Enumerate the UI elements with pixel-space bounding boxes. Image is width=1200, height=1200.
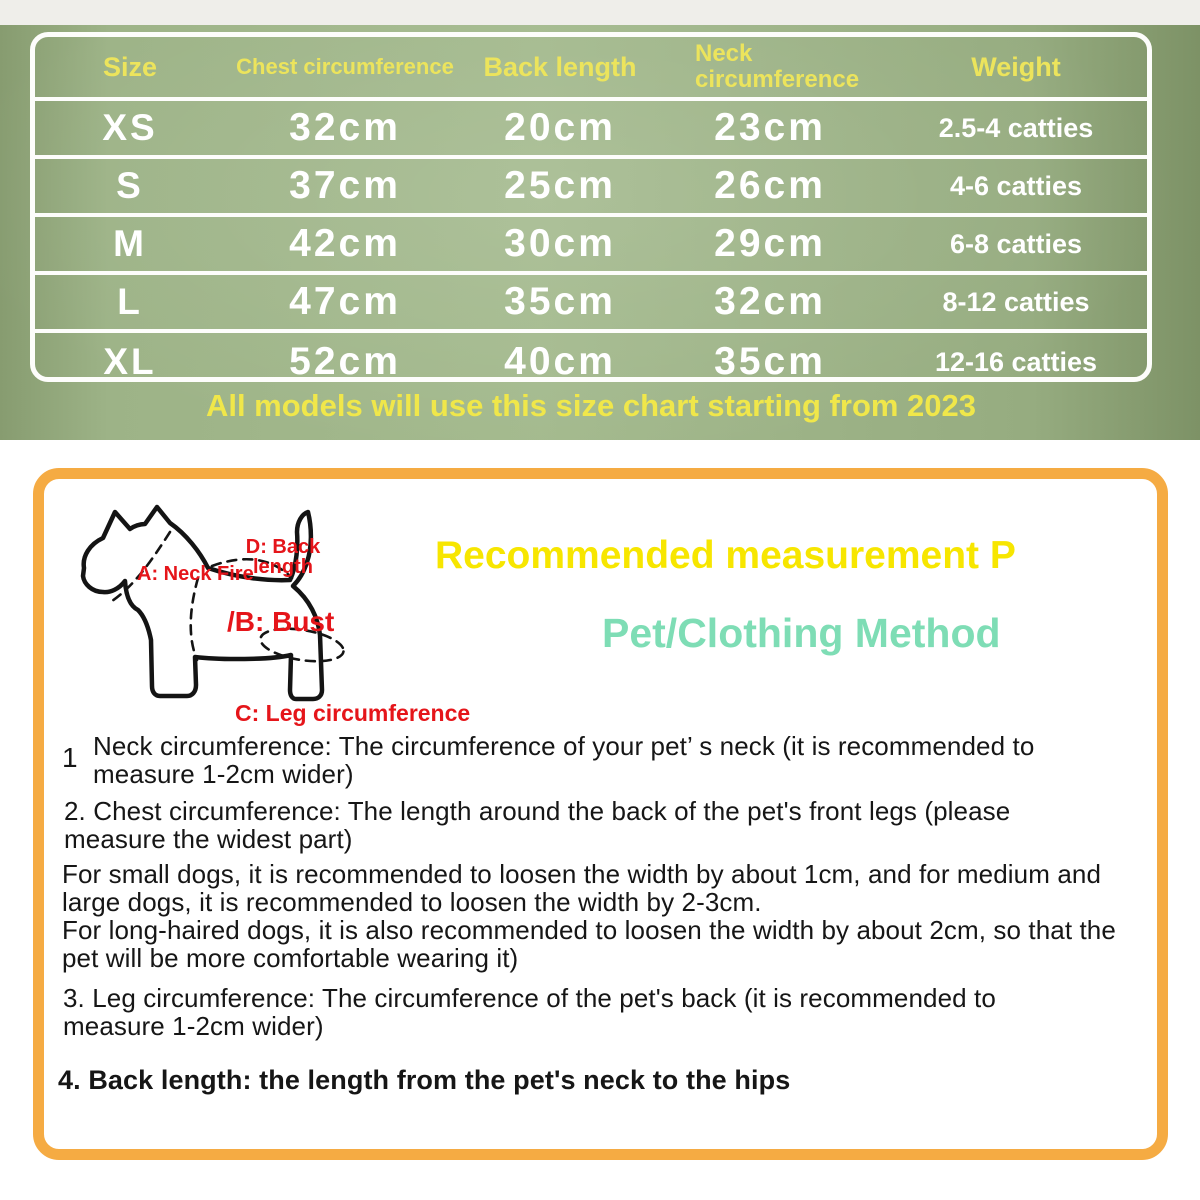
- table-row-s: [35, 159, 1147, 217]
- header-neck-circumference: Neck circumference: [695, 40, 860, 93]
- instruction-back-length: 4. Back length: the length from the pet's neck to the hips: [58, 1065, 791, 1095]
- table-row-xl: [35, 333, 1147, 382]
- back-length-value: 35cm: [504, 280, 616, 323]
- instruction-loosen-long-haired: For long-haired dogs, it is also recommended to loosen the width by about 2cm, so that the pet will be more comfortable wearing it): [62, 915, 1116, 973]
- back-length-value: 25cm: [504, 164, 616, 207]
- table-header-row: [35, 37, 1147, 101]
- table-row-m: [35, 217, 1147, 275]
- weight-value: 12-16 catties: [934, 346, 1098, 377]
- neck-value: 26cm: [714, 164, 826, 207]
- weight-value: 4-6 catties: [949, 170, 1083, 201]
- back-length-value: 20cm: [504, 106, 616, 149]
- back-length-value: 30cm: [504, 222, 616, 265]
- size-chart-section: [0, 25, 1200, 440]
- header-chest-circumference: Chest circumference: [236, 54, 454, 79]
- chest-value: 37cm: [289, 164, 401, 207]
- table-row-xs: [35, 101, 1147, 159]
- size-value: XS: [102, 107, 158, 148]
- size-chart-table: [30, 32, 1152, 382]
- chest-value: 47cm: [289, 280, 401, 323]
- neck-value: 29cm: [714, 222, 826, 265]
- top-margin-strip: [0, 0, 1200, 25]
- size-value: S: [116, 165, 144, 206]
- instruction-chest-circumference: 2. Chest circumference: The length around the back of the pet's front legs (please measure the widest part): [64, 796, 1011, 854]
- size-value: L: [117, 281, 143, 322]
- header-weight: Weight: [971, 51, 1061, 82]
- header-size: Size: [102, 51, 158, 82]
- instruction-1-number: 1: [62, 742, 78, 773]
- size-chart-note: All models will use this size chart starting from 2023: [205, 388, 977, 423]
- size-value: XL: [103, 341, 157, 382]
- guide-title-line1: Recommended measurement P: [435, 534, 1016, 577]
- instruction-loosen-small-medium: For small dogs, it is recommended to loosen the width by about 1cm, and for medium and large dogs, it is recommended to loosen the width by 2-3cm.: [62, 859, 1102, 917]
- header-back-length: Back length: [483, 51, 637, 82]
- guide-title-line2: Pet/Clothing Method: [602, 610, 1001, 656]
- weight-value: 6-8 catties: [949, 228, 1083, 259]
- size-value: M: [113, 223, 147, 264]
- neck-value: 23cm: [714, 106, 826, 149]
- label-bust: /B: Bust: [227, 606, 335, 637]
- label-back-length: D: Back length: [245, 536, 321, 578]
- instruction-neck-circumference: Neck circumference: The circumference of your pet’ s neck (it is recommended to measure 1-2cm wider): [93, 731, 1035, 789]
- neck-value: 32cm: [714, 280, 826, 323]
- weight-value: 8-12 catties: [942, 286, 1090, 317]
- chest-value: 52cm: [289, 340, 401, 382]
- label-neck-measure: A: Neck Fire: [137, 563, 254, 585]
- weight-value: 2.5-4 catties: [938, 112, 1094, 143]
- back-length-value: 40cm: [504, 340, 616, 382]
- instruction-leg-circumference: 3. Leg circumference: The circumference of the pet's back (it is recommended to measure 1-2cm wider): [63, 983, 996, 1041]
- dog-measurement-diagram: [75, 495, 415, 710]
- chest-value: 32cm: [289, 106, 401, 149]
- table-row-l: [35, 275, 1147, 333]
- neck-value: 35cm: [714, 340, 826, 382]
- chest-value: 42cm: [289, 222, 401, 265]
- label-leg-circumference: C: Leg circumference: [235, 700, 471, 726]
